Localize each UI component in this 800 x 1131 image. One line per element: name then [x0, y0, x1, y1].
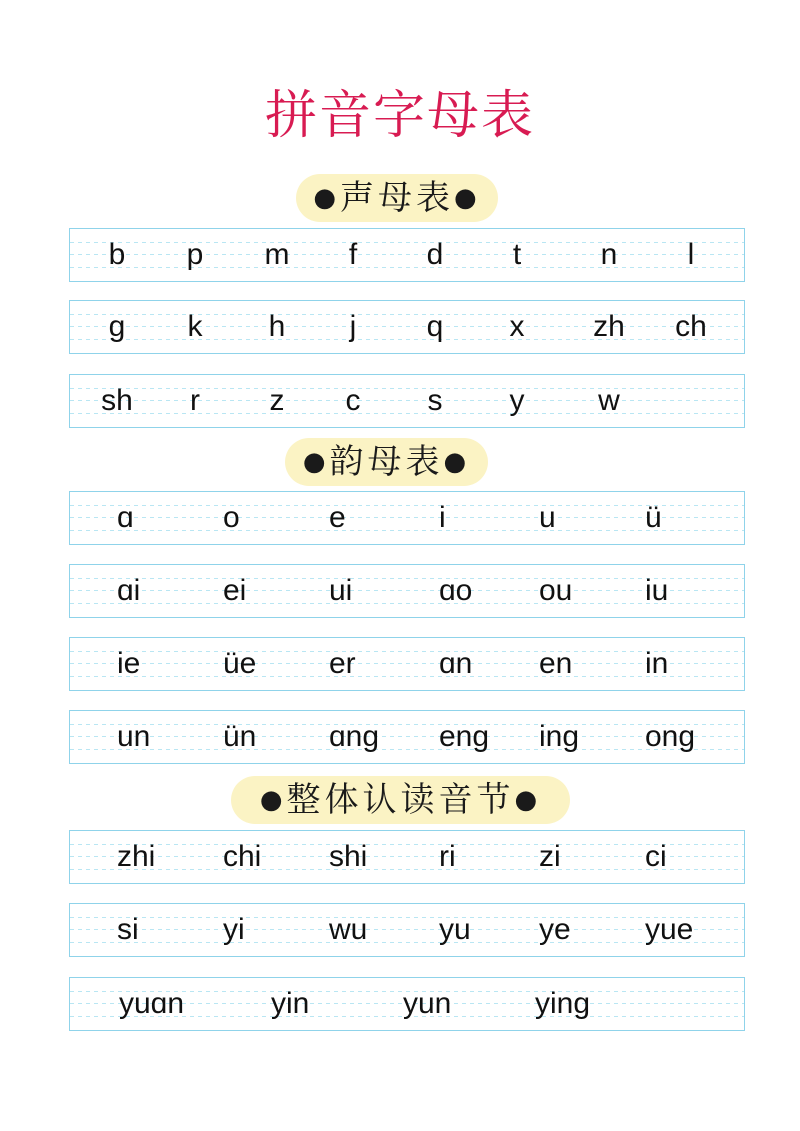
pinyin-letter: o: [223, 501, 240, 534]
pinyin-letter: ɑi: [117, 574, 141, 607]
pinyin-row: [69, 374, 745, 428]
pinyin-letter: z: [269, 384, 285, 417]
pinyin-letter: ei: [223, 574, 247, 607]
pinyin-letter: ong: [645, 720, 696, 753]
pinyin-letter: t: [512, 238, 522, 271]
pinyin-letter: h: [268, 310, 286, 343]
pinyin-letter: e: [329, 501, 346, 534]
pinyin-letter: ɑn: [439, 647, 473, 680]
section-title: [296, 174, 498, 222]
pinyin-row: [69, 228, 745, 282]
pinyin-letter: k: [187, 310, 203, 343]
pinyin-letter: r: [190, 384, 200, 417]
pinyin-letter: q: [426, 310, 444, 343]
pinyin-letter: d: [426, 238, 444, 271]
bullet-dot-icon: ●: [443, 447, 471, 477]
pinyin-letter: üe: [223, 647, 257, 680]
pinyin-letter: yuɑn: [119, 987, 185, 1020]
pinyin-letter: j: [349, 310, 357, 343]
pinyin-row: [69, 903, 745, 957]
pinyin-letter: u: [539, 501, 556, 534]
pinyin-row: [69, 637, 745, 691]
pinyin-letter: x: [509, 310, 525, 343]
pinyin-letter: n: [600, 238, 618, 271]
pinyin-letter: g: [108, 310, 126, 343]
pinyin-letter: ɑ: [117, 501, 134, 534]
section-title-text: 声母表: [340, 178, 454, 218]
section-title: [285, 438, 488, 486]
pinyin-row: [69, 300, 745, 354]
pinyin-letter: m: [264, 238, 290, 271]
pinyin-letter: si: [117, 913, 139, 946]
bullet-dot-icon: ●: [259, 785, 287, 815]
pinyin-letter: yin: [271, 987, 310, 1020]
pinyin-row: [69, 710, 745, 764]
pinyin-letter: en: [539, 647, 573, 680]
pinyin-letter: un: [117, 720, 151, 753]
pinyin-letter: sh: [101, 384, 133, 417]
pinyin-letter: zhi: [117, 840, 156, 873]
pinyin-row: [69, 491, 745, 545]
pinyin-letter: ün: [223, 720, 257, 753]
pinyin-letter: ci: [645, 840, 667, 873]
section-title-text: 整体认读音节: [286, 780, 515, 820]
pinyin-row: [69, 830, 745, 884]
pinyin-row: [69, 977, 745, 1031]
pinyin-letter: yun: [403, 987, 452, 1020]
pinyin-letter: iu: [645, 574, 669, 607]
pinyin-letter: ye: [539, 913, 571, 946]
pinyin-row: [69, 564, 745, 618]
pinyin-letter: ing: [539, 720, 580, 753]
bullet-dot-icon: ●: [514, 785, 542, 815]
section-title: [231, 776, 570, 824]
bullet-dot-icon: ●: [313, 183, 340, 213]
pinyin-letter: shi: [329, 840, 368, 873]
pinyin-letter: ɑo: [439, 574, 473, 607]
pinyin-letter: yue: [645, 913, 694, 946]
pinyin-letter: ch: [675, 310, 707, 343]
pinyin-letter: ie: [117, 647, 141, 680]
pinyin-letter: er: [329, 647, 356, 680]
pinyin-letter: ou: [539, 574, 573, 607]
pinyin-letter: s: [427, 384, 443, 417]
pinyin-letter: wu: [329, 913, 368, 946]
pinyin-letter: b: [108, 238, 126, 271]
bullet-dot-icon: ●: [302, 447, 330, 477]
bullet-dot-icon: ●: [454, 183, 481, 213]
pinyin-letter: i: [439, 501, 446, 534]
pinyin-letter: yu: [439, 913, 471, 946]
pinyin-letter: eng: [439, 720, 490, 753]
pinyin-letter: yi: [223, 913, 245, 946]
pinyin-letter: ui: [329, 574, 353, 607]
pinyin-letter: l: [687, 238, 695, 271]
pinyin-letter: ü: [645, 501, 662, 534]
pinyin-letter: chi: [223, 840, 262, 873]
pinyin-letter: y: [509, 384, 525, 417]
pinyin-letter: p: [186, 238, 204, 271]
pinyin-letter: ying: [535, 987, 591, 1020]
pinyin-letter: zi: [539, 840, 561, 873]
pinyin-letter: zh: [593, 310, 625, 343]
pinyin-letter: ri: [439, 840, 456, 873]
page-title: 拼音字母表: [264, 86, 535, 146]
section-title-text: 韵母表: [329, 442, 444, 482]
pinyin-letter: ɑng: [329, 720, 380, 753]
pinyin-letter: in: [645, 647, 669, 680]
pinyin-letter: c: [345, 384, 361, 417]
pinyin-letter: w: [598, 384, 620, 417]
pinyin-letter: f: [348, 238, 358, 271]
